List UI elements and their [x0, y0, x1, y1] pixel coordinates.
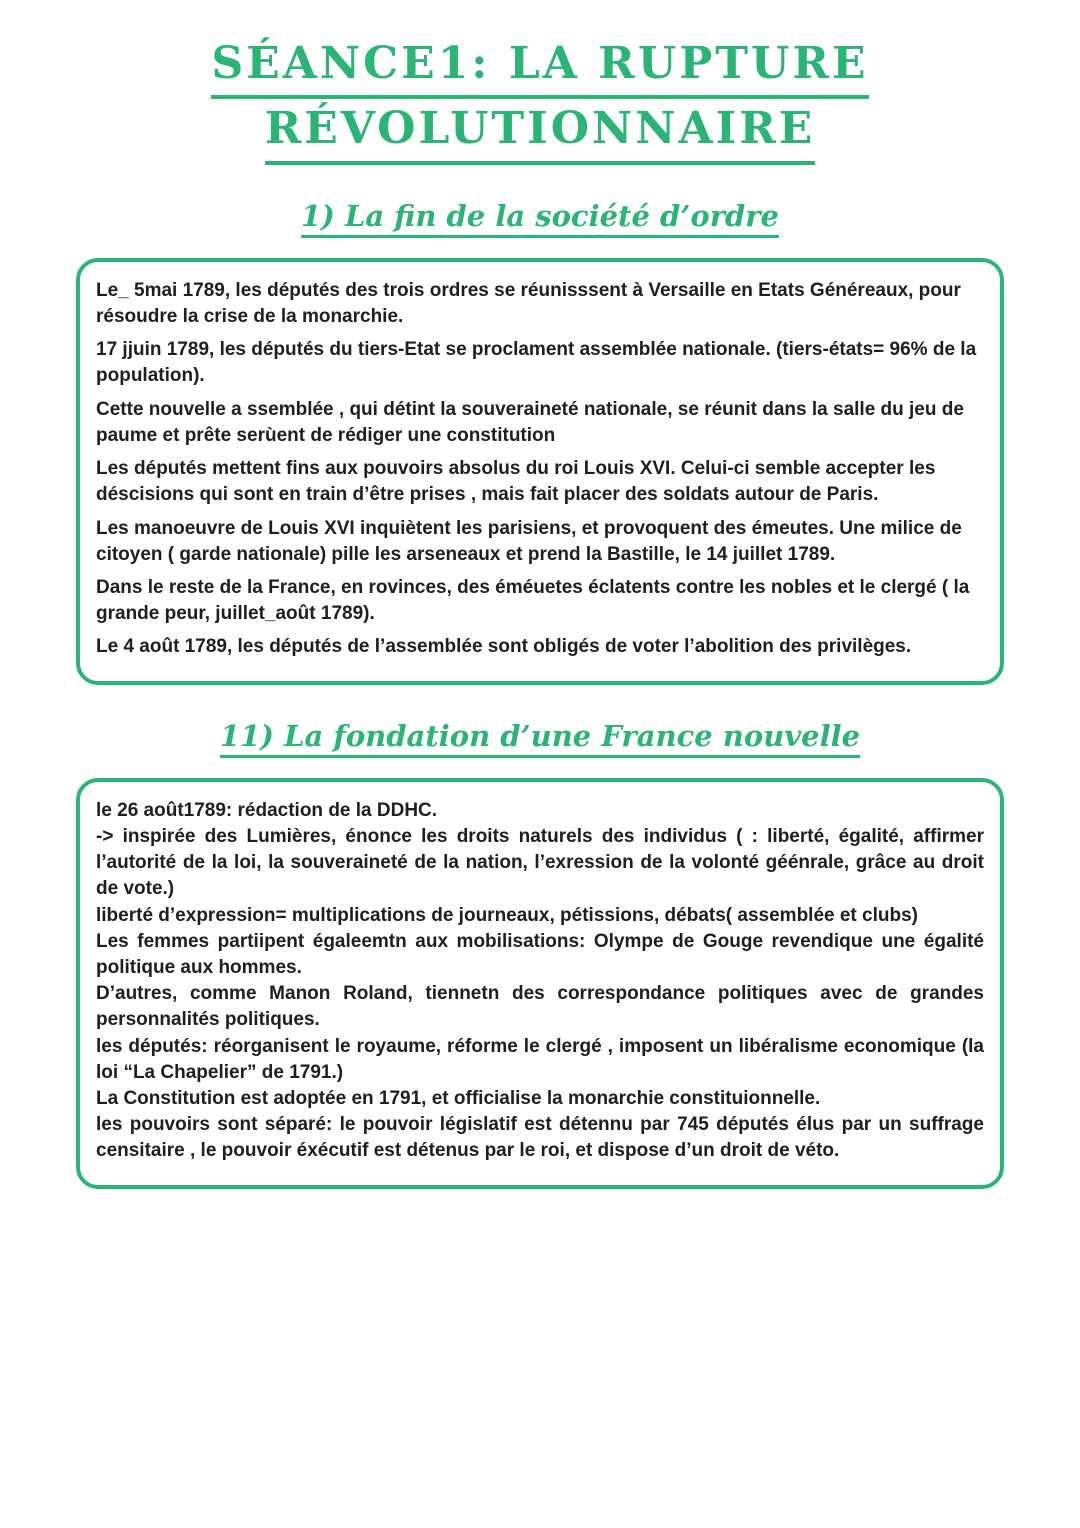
section-2-note-box — [76, 778, 1004, 1189]
note-paragraph: -> inspirée des Lumières, énonce les droits naturels des individus ( : liberté, égalité, affirmer l’autorité de la loi, la souveraineté de la nation, l’exression de la volonté géénrale, grâce au droit de vote.) — [96, 825, 984, 900]
section-1-heading-text: 1) La fin de la société d’ordre — [301, 199, 779, 238]
note-paragraph: Dans le reste de la France, en rovinces, des éméuetes éclatents contre les nobles et le clergé ( la grande peur, juillet_août 1789). — [96, 576, 970, 625]
note-paragraph: D’autres, comme Manon Roland, tiennetn des correspondance politiques avec de grandes personnalités politiques. — [96, 983, 984, 1031]
section-2-heading-text: 11) La fondation d’une France nouvelle — [220, 719, 860, 758]
note-paragraph: Le_ 5mai 1789, les députés des trois ordres se réunisssent à Versaille en Etats Généreaux, pour résoudre la crise de la monarchie. — [96, 279, 961, 327]
note-paragraph: les pouvoirs sont séparé: le pouvoir législatif est détennu par 745 députés élus par un suffrage censitaire , le pouvoir éxécutif est détenus par le roi, et dispose d’un droit de véto. — [96, 1114, 984, 1162]
note-paragraph: Le 4 août 1789, les députés de l’assemblée sont obligés de voter l’abolition des privilèges. — [96, 636, 912, 658]
note-paragraph: La Constitution est adoptée en 1791, et officialise la monarchie constituionnelle. — [96, 1088, 821, 1110]
note-paragraph: liberté d’expression= multiplications de journeaux, pétissions, débats( assemblée et clubs) — [96, 904, 918, 926]
section-1-heading — [0, 199, 1080, 238]
note-paragraph: Cette nouvelle a ssemblée , qui détint la souveraineté nationale, se réunit dans la salle du jeu de paume et prête serùent de rédiger une constitution — [96, 398, 964, 446]
section-1-note-box — [76, 258, 1004, 685]
note-paragraph: les députés: réorganisent le royaume, réforme le clergé , imposent un libéralisme economique (la loi “La Chapelier” de 1791.) — [96, 1035, 984, 1083]
page-title-line-2: RÉVOLUTIONNAIRE — [265, 99, 816, 164]
note-paragraph: Les manoeuvre de Louis XVI inquiètent les parisiens, et provoquent des émeutes. Une milice de citoyen ( garde nationale) pille les arseneaux et prend la Bastille, le 14 juillet 1789. — [96, 517, 962, 565]
note-paragraph: Les députés mettent fins aux pouvoirs absolus du roi Louis XVI. Celui-ci semble accepter les déscisions qui sont en train d’être prises , mais fait placer des soldats autour de Paris. — [96, 458, 936, 506]
page-title-line-1: SÉANCE1: LA RUPTURE — [211, 34, 868, 99]
section-2-heading — [0, 719, 1080, 758]
note-paragraph: Les femmes partiipent égaleemtn aux mobilisations: Olympe de Gouge revendique une égalité politique aux hommes. — [96, 930, 984, 978]
page-title — [0, 34, 1080, 165]
note-paragraph: le 26 août1789: rédaction de la DDHC. — [96, 799, 438, 821]
note-paragraph: 17 jjuin 1789, les députés du tiers-Etat se proclament assemblée nationale. (tiers-états= 96% de la population). — [96, 339, 977, 387]
